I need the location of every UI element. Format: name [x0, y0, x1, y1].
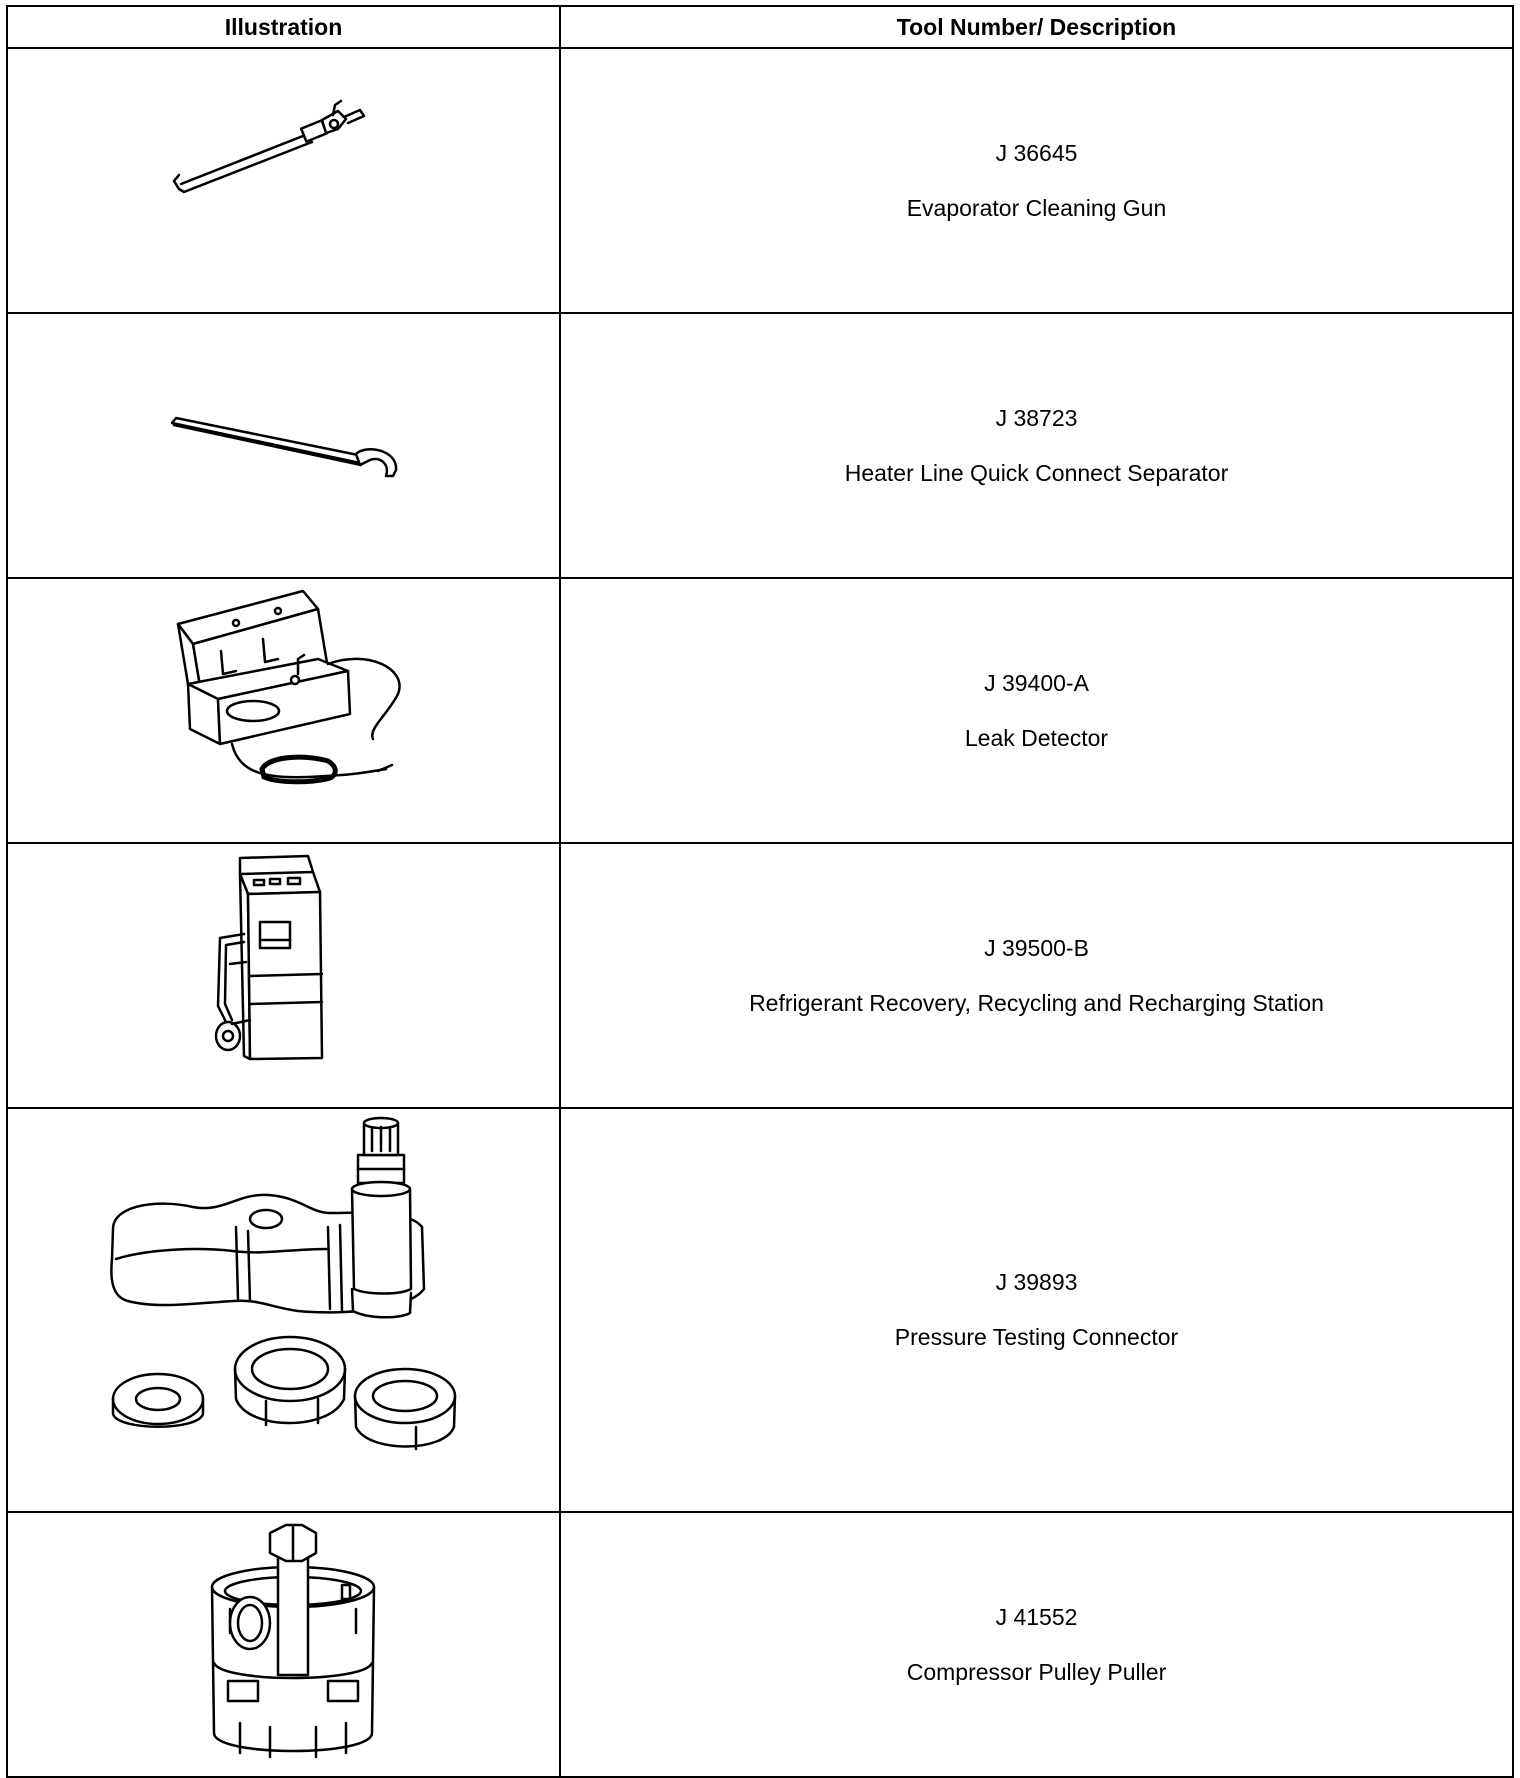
tool-cell	[560, 313, 1513, 578]
table-row	[7, 313, 1513, 578]
table-row	[7, 48, 1513, 313]
evaporator-cleaning-gun-icon	[8, 49, 561, 312]
header-row	[7, 6, 1513, 48]
tool-cell	[560, 843, 1513, 1108]
tool-description: Heater Line Quick Connect Separator	[844, 459, 1229, 486]
tool-description: Evaporator Cleaning Gun	[906, 194, 1167, 221]
illustration-cell	[7, 578, 560, 843]
header-illustration: Illustration	[7, 6, 560, 48]
tool-description: Compressor Pulley Puller	[906, 1658, 1167, 1685]
tool-cell	[560, 578, 1513, 843]
tool-cell	[560, 1108, 1513, 1512]
table-row	[7, 1512, 1513, 1777]
tool-cell	[560, 1512, 1513, 1777]
illustration-cell	[7, 1108, 560, 1512]
illustration-cell	[7, 843, 560, 1108]
tool-description: Refrigerant Recovery, Recycling and Recharging Station	[749, 989, 1324, 1016]
recovery-station-icon	[8, 844, 561, 1107]
tool-number: J 36645	[995, 139, 1078, 166]
leak-detector-icon	[8, 579, 561, 842]
tool-description: Leak Detector	[964, 724, 1109, 751]
table-row	[7, 843, 1513, 1108]
table-row	[7, 578, 1513, 843]
tool-description: Pressure Testing Connector	[894, 1324, 1179, 1350]
tool-number: J 41552	[995, 1603, 1078, 1630]
table-row	[7, 1108, 1513, 1512]
tool-number: J 39893	[995, 1269, 1078, 1295]
tool-number: J 39500-B	[984, 934, 1089, 961]
illustration-cell	[7, 313, 560, 578]
special-tools-table	[6, 5, 1514, 1778]
header-tool-description: Tool Number/ Description	[560, 6, 1513, 48]
pressure-testing-connector-icon	[8, 1109, 561, 1511]
pulley-puller-icon	[8, 1513, 561, 1776]
tool-number: J 38723	[995, 404, 1078, 431]
quick-connect-separator-icon	[8, 314, 561, 577]
illustration-cell	[7, 48, 560, 313]
tool-number: J 39400-A	[984, 669, 1089, 696]
illustration-cell	[7, 1512, 560, 1777]
tool-cell	[560, 48, 1513, 313]
